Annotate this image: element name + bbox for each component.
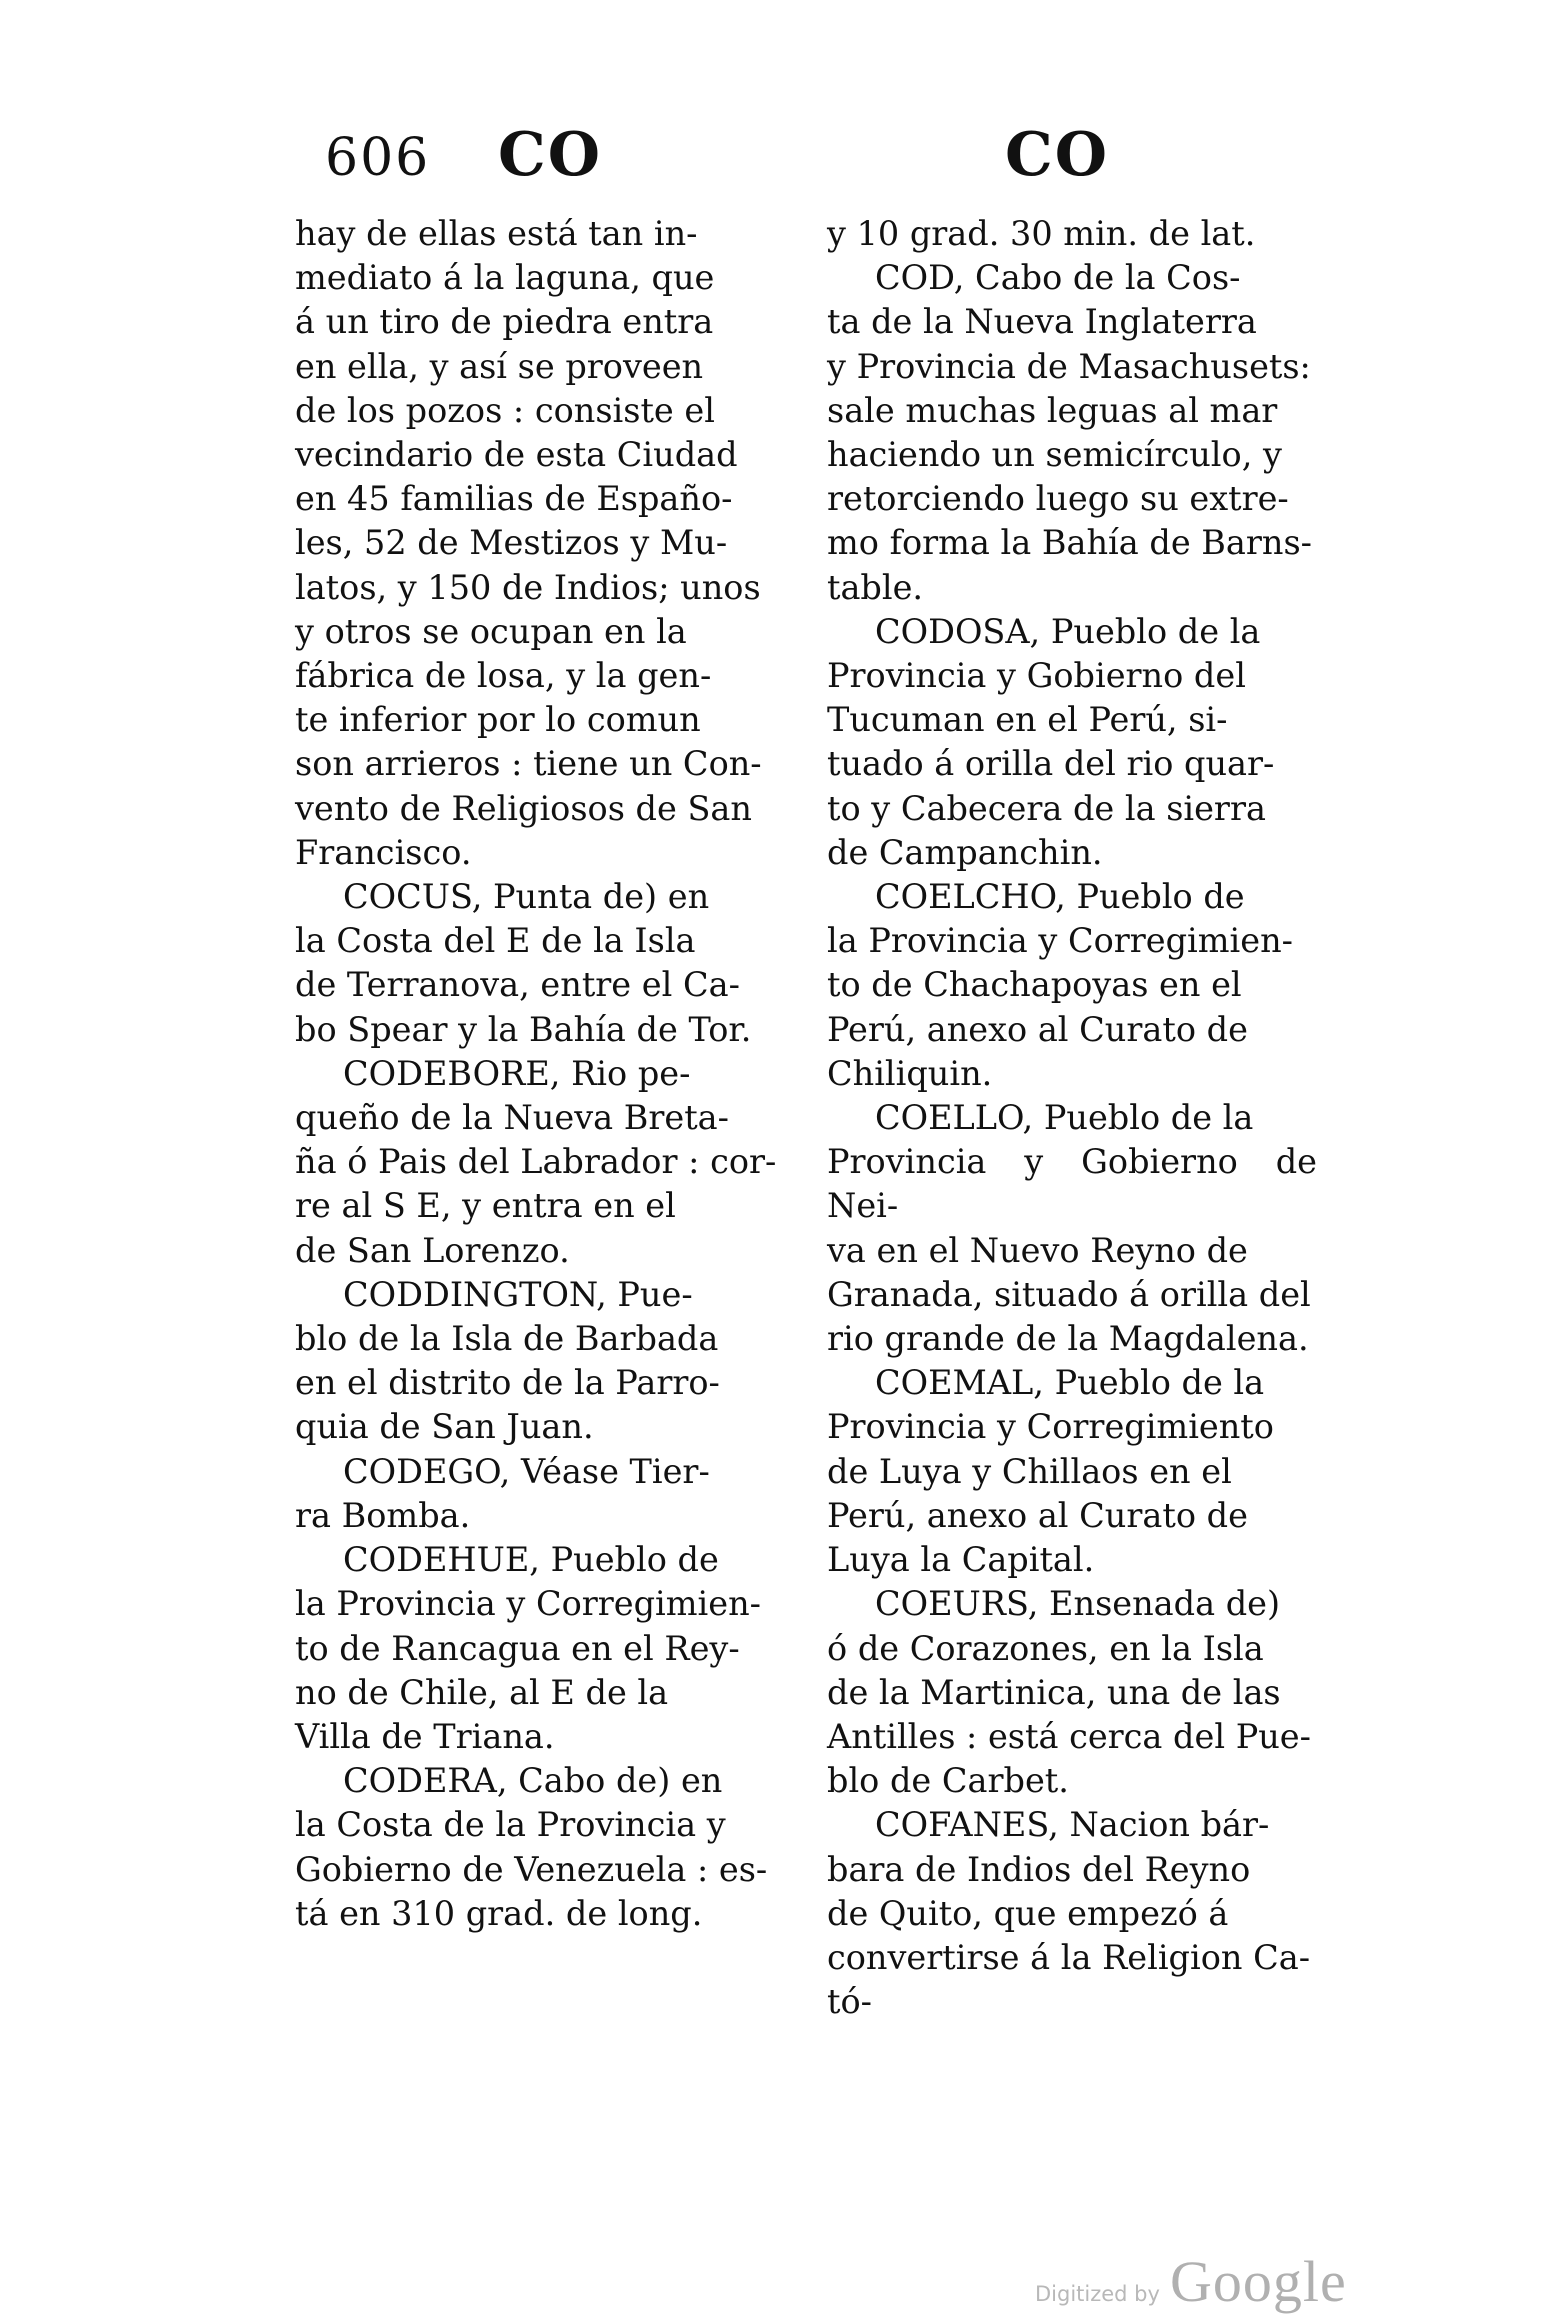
entry-coddington: CODDINGTON, Pue- blo de la Isla de Barbada en el distrito de la Parro- quia de San Juan.	[295, 1274, 720, 1447]
page-number: 606	[325, 128, 431, 188]
entry-cocus: COCUS, Punta de) en la Costa del E de la Isla de Terranova, entre el Ca- bo Spear y la Bahía de Tor.	[295, 877, 752, 1049]
entry-coello: COELLO, Pueblo de la Provincia y Gobierno de Nei- va en el Nuevo Reyno de Granada, situado á orilla del rio grande de la Magdalena.	[827, 1098, 1317, 1359]
entry-codosa: CODOSA, Pueblo de la Provincia y Gobierno del Tucuman en el Perú, si- tuado á orilla del rio quar- to y Cabecera de la sierra de Campanchin.	[827, 611, 1275, 872]
entry-codera: CODERA, Cabo de) en la Costa de la Provincia y Gobierno de Venezuela : es- tá en 310 grad. de long.	[295, 1761, 768, 1933]
left-column	[295, 212, 785, 1936]
digitized-label: Digitized by	[1035, 2282, 1160, 2306]
entry-codego: CODEGO, Véase Tier- ra Bomba.	[295, 1451, 710, 1535]
entry-coemal: COEMAL, Pueblo de la Provincia y Corregimiento de Luya y Chillaos en el Perú, anexo al Curato de Luya la Capital.	[827, 1363, 1274, 1580]
running-head-right: CO	[1005, 120, 1110, 190]
entry-cofanes: COFANES, Nacion bár- bara de Indios del Reyno de Quito, que empezó á convertirse á la Religion Ca-	[827, 1805, 1311, 1977]
right-column	[827, 212, 1317, 2024]
entry-continuation: hay de ellas está tan in- mediato á la laguna, que á un tiro de piedra entra en ella, y así se proveen de los pozos : consiste el vecindario de esta Ciudad en 45 familias de Españo- les, 52 de Mestizos y Mu- latos, y 150 de Indios; unos y otros se ocupan en la fábrica de losa, y la gen- te inferior por lo comun son arrieros : tiene un Con- vento de Religiosos de San Francisco.	[295, 214, 762, 872]
entry-continuation-right: y 10 grad. 30 min. de lat.	[827, 214, 1256, 253]
entry-coeurs: COEURS, Ensenada de) ó de Corazones, en la Isla de la Martinica, una de las Antilles : está cerca del Pue- blo de Carbet.	[827, 1584, 1311, 1801]
entry-codehue: CODEHUE, Pueblo de la Provincia y Corregimien- to de Rancagua en el Rey- no de Chile, al E de la Villa de Triana.	[295, 1540, 761, 1756]
google-logo: Google	[1169, 2249, 1347, 2314]
catchword: tó-	[827, 1982, 872, 2022]
running-head-left: CO	[498, 120, 603, 190]
entry-coelcho: COELCHO, Pueblo de la Provincia y Corregimien- to de Chachapoyas en el Perú, anexo al Curato de Chiliquin.	[827, 877, 1293, 1093]
entry-cod: COD, Cabo de la Cos- ta de la Nueva Inglaterra y Provincia de Masachusets: sale muchas leguas al mar haciendo un semicírculo, y retorciendo luego su extre- mo forma la Bahía de Barns- table.	[827, 258, 1312, 607]
digitized-watermark	[1035, 2248, 1347, 2315]
entry-codebore: CODEBORE, Rio pe- queño de la Nueva Breta- ña ó Pais del Labrador : cor- re al S E, y entra en el de San Lorenzo.	[295, 1053, 777, 1270]
